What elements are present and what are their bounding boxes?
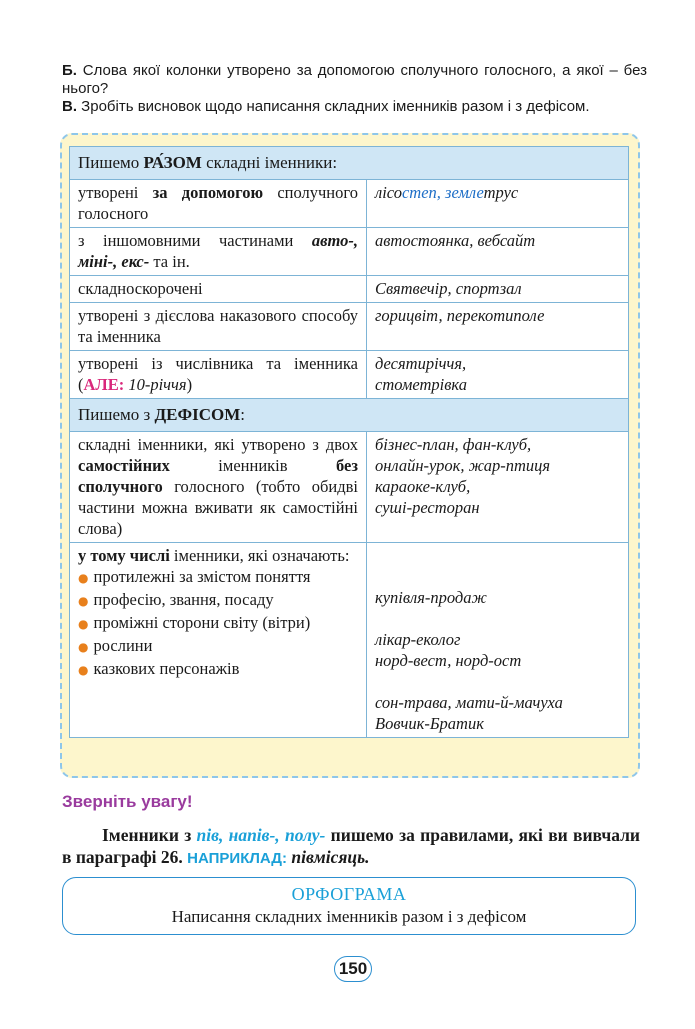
rule-cell: утворені із числівника та іменника (АЛЕ: 10-річчя): [70, 351, 367, 399]
task-b: Б. Слова якої колонки утворено за допомогою сполучного голосного, а якої – без нього?: [62, 62, 647, 97]
orthogram-title: ОРФОГРАМА: [291, 884, 407, 904]
bullet-icon: ●: [78, 594, 89, 608]
table-row: [70, 432, 629, 543]
example-item: Вовчик-Братик: [375, 714, 484, 733]
example-cell: горицвіт, перекотиполе: [367, 303, 629, 351]
attention-note: Іменники з пів, напів-, полу- пишемо за правилами, які ви вивчали в параграфі 26. НАПРИКЛАД: півмісяць.: [62, 825, 641, 867]
rule-cell: утворені з дієслова наказового способу та іменника: [70, 303, 367, 351]
attention-title: Зверніть увагу!: [62, 792, 193, 811]
example-cell: [367, 543, 629, 738]
list-item: ● проміжні сторони світу (вітри): [78, 613, 311, 632]
hyphen-header: Пишемо з ДЕФІСОМ:: [70, 399, 629, 432]
list-item: ● казкових персонажів: [78, 659, 240, 678]
orthogram-text: Написання складних іменників разом і з дефісом: [171, 907, 527, 926]
orthogram-box: [62, 877, 636, 935]
example-item: купівля-продаж: [375, 588, 487, 607]
list-item: ● протилежні за змістом поняття: [78, 567, 311, 586]
table-row: [70, 351, 629, 399]
table-row: [70, 180, 629, 228]
example-cell: автостоянка, вебсайт: [367, 228, 629, 276]
example-cell: бізнес-план, фан-клуб, онлайн-урок, жар-птиця караоке-клуб, суші-ресторан: [367, 432, 629, 543]
rules-table: [69, 146, 629, 738]
example-cell: лісостеп, землетрус: [367, 180, 629, 228]
example-cell: Святвечір, спортзал: [367, 276, 629, 303]
table-row: [70, 276, 629, 303]
example-item: сон-трава, мати-й-мачуха: [375, 693, 563, 712]
rule-cell: складні іменники, які утворено з двох самостійних іменників без сполучного голосного (тобто обидві частини можна вживати як самостійні слова): [70, 432, 367, 543]
example-item: норд-вест, норд-ост: [375, 651, 522, 670]
task-instructions: [62, 62, 647, 116]
rule-cell: складноскорочені: [70, 276, 367, 303]
example-item: лікар-еколог: [375, 630, 461, 649]
bullet-icon: ●: [78, 640, 89, 654]
bullet-icon: ●: [78, 617, 89, 631]
list-intro: у тому числі іменники, які означають:: [78, 546, 350, 565]
table-row: [70, 543, 629, 738]
task-v: В. Зробіть висновок щодо написання складних іменників разом і з дефісом.: [62, 98, 590, 115]
rule-cell: з іншомовними частинами авто-, міні-, екс- та ін.: [70, 228, 367, 276]
list-item: ● рослини: [78, 636, 153, 655]
bullet-icon: ●: [78, 663, 89, 677]
table-row: [70, 228, 629, 276]
list-item: ● професію, звання, посаду: [78, 590, 274, 609]
together-header: Пишемо РА́ЗОМ складні іменники:: [70, 147, 629, 180]
rule-cell: утворені за допомогою сполучного голосного: [70, 180, 367, 228]
example-cell: десятиріччя, стометрівка: [367, 351, 629, 399]
rule-cell: [70, 543, 367, 738]
table-row: [70, 303, 629, 351]
hyphen-header-row: [70, 399, 629, 432]
together-header-row: [70, 147, 629, 180]
bullet-icon: ●: [78, 571, 89, 585]
page-number: 150: [334, 956, 372, 982]
